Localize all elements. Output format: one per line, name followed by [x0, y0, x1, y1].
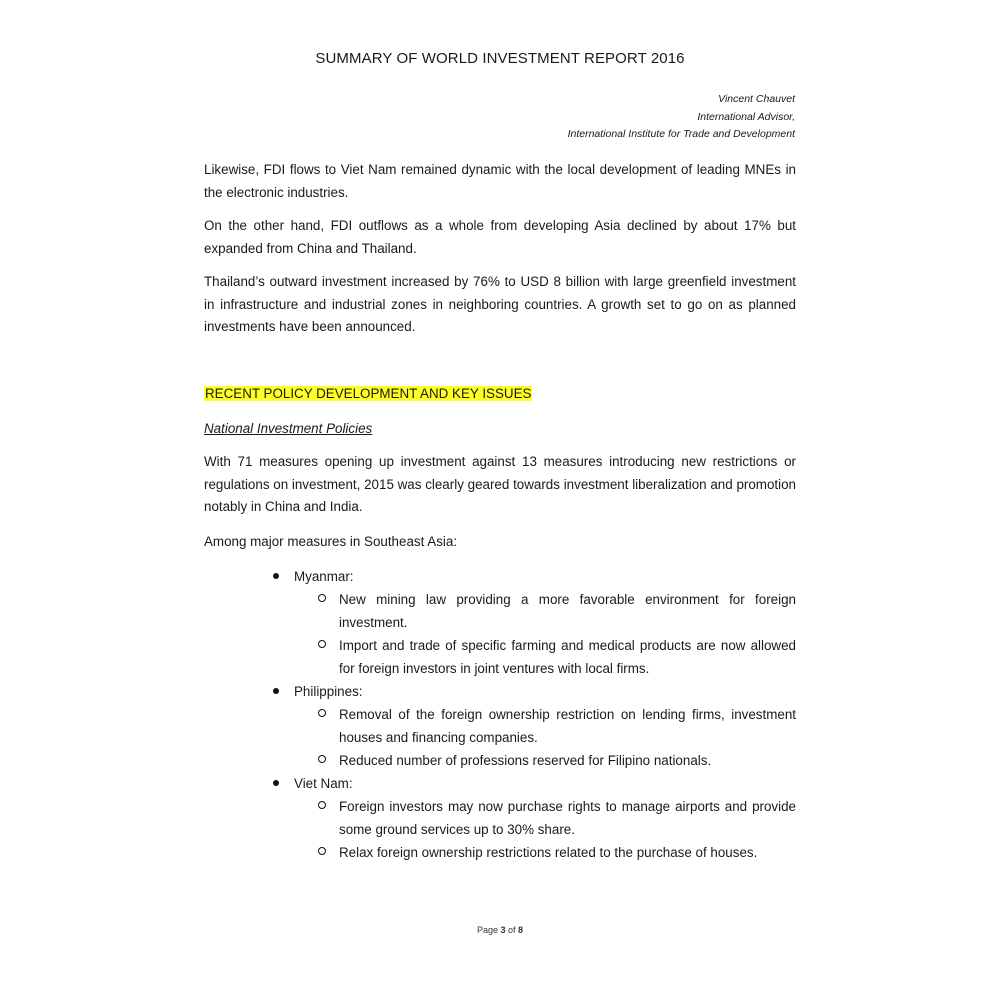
bullet-icon: [273, 573, 279, 579]
circle-bullet-icon: [318, 594, 326, 602]
sub-list-item: [0, 749, 796, 772]
paragraph-text: On the other hand, FDI outflows as a whole from developing Asia declined by about 17% but expanded from China and Thailand.: [204, 218, 796, 256]
country-name: Myanmar:: [294, 569, 354, 584]
sub-list-item: [0, 703, 796, 749]
circle-bullet-icon: [318, 709, 326, 717]
footer-separator: of: [508, 925, 516, 935]
bullet-icon: [273, 780, 279, 786]
measure-text: Foreign investors may now purchase rights to manage airports and provide some ground services up to 30% share.: [339, 799, 796, 837]
country-label: [0, 565, 694, 588]
measure-text: Reduced number of professions reserved for Filipino nationals.: [339, 753, 712, 768]
sub-list-item: [0, 588, 796, 634]
highlighted-heading-text: RECENT POLICY DEVELOPMENT AND KEY ISSUES: [205, 386, 532, 401]
country-label: [0, 680, 694, 703]
total-pages: 8: [518, 925, 524, 935]
sub-list-item: [0, 841, 796, 864]
measure-text: Removal of the foreign ownership restriction on lending firms, investment houses and financing companies.: [339, 707, 796, 745]
circle-bullet-icon: [318, 847, 326, 855]
paragraph-text: Thailand’s outward investment increased by 76% to USD 8 billion with large greenfield investment in infrastructure and industrial zones in neighboring countries. A growth set to go on as planned investments have been announced.: [204, 274, 796, 334]
author-organization: International Institute for Trade and Development: [567, 128, 795, 140]
country-name: Philippines:: [294, 684, 363, 699]
sub-list-item: [0, 795, 796, 841]
paragraph: [204, 215, 796, 260]
measure-text: Relax foreign ownership restrictions related to the purchase of houses.: [339, 845, 758, 860]
measure-text: New mining law providing a more favorable environment for foreign investment.: [339, 592, 796, 630]
sub-list-item: [0, 634, 796, 680]
sub-list: [0, 795, 1000, 864]
list-item: [0, 772, 1000, 864]
circle-bullet-icon: [318, 801, 326, 809]
author-role: International Advisor,: [697, 110, 795, 123]
document-title: SUMMARY OF WORLD INVESTMENT REPORT 2016: [315, 50, 685, 67]
policy-paragraph: [204, 451, 796, 519]
measures-list: [0, 565, 1000, 864]
author-name: Vincent Chauvet: [718, 93, 795, 105]
paragraph: [204, 271, 796, 339]
country-label: [0, 772, 694, 795]
sub-list: [0, 588, 1000, 680]
circle-bullet-icon: [318, 755, 326, 763]
list-intro: [204, 531, 796, 554]
page-footer: [0, 925, 1000, 935]
paragraph-text: Among major measures in Southeast Asia:: [204, 534, 458, 549]
current-page-number: 3: [500, 925, 506, 935]
footer-prefix: Page: [476, 925, 498, 935]
author-block: [395, 91, 795, 144]
bullet-icon: [273, 688, 279, 694]
sub-list: [0, 703, 1000, 772]
list-item: [0, 565, 1000, 680]
list-item: [0, 680, 1000, 772]
paragraph-text: With 71 measures opening up investment against 13 measures introducing new restrictions or regulations on investment, 2015 was clearly geared towards investment liberalization and promotion notably in China and India.: [204, 454, 796, 514]
section-heading: [204, 383, 532, 405]
country-name: Viet Nam:: [294, 776, 353, 791]
paragraph-text: Likewise, FDI flows to Viet Nam remained dynamic with the local development of leading MNEs in the electronic industries.: [204, 162, 796, 200]
circle-bullet-icon: [318, 640, 326, 648]
measure-text: Import and trade of specific farming and medical products are now allowed for foreign investors in joint ventures with local firms.: [339, 638, 796, 676]
paragraph: [204, 159, 796, 204]
subheading: National Investment Policies: [204, 421, 373, 436]
